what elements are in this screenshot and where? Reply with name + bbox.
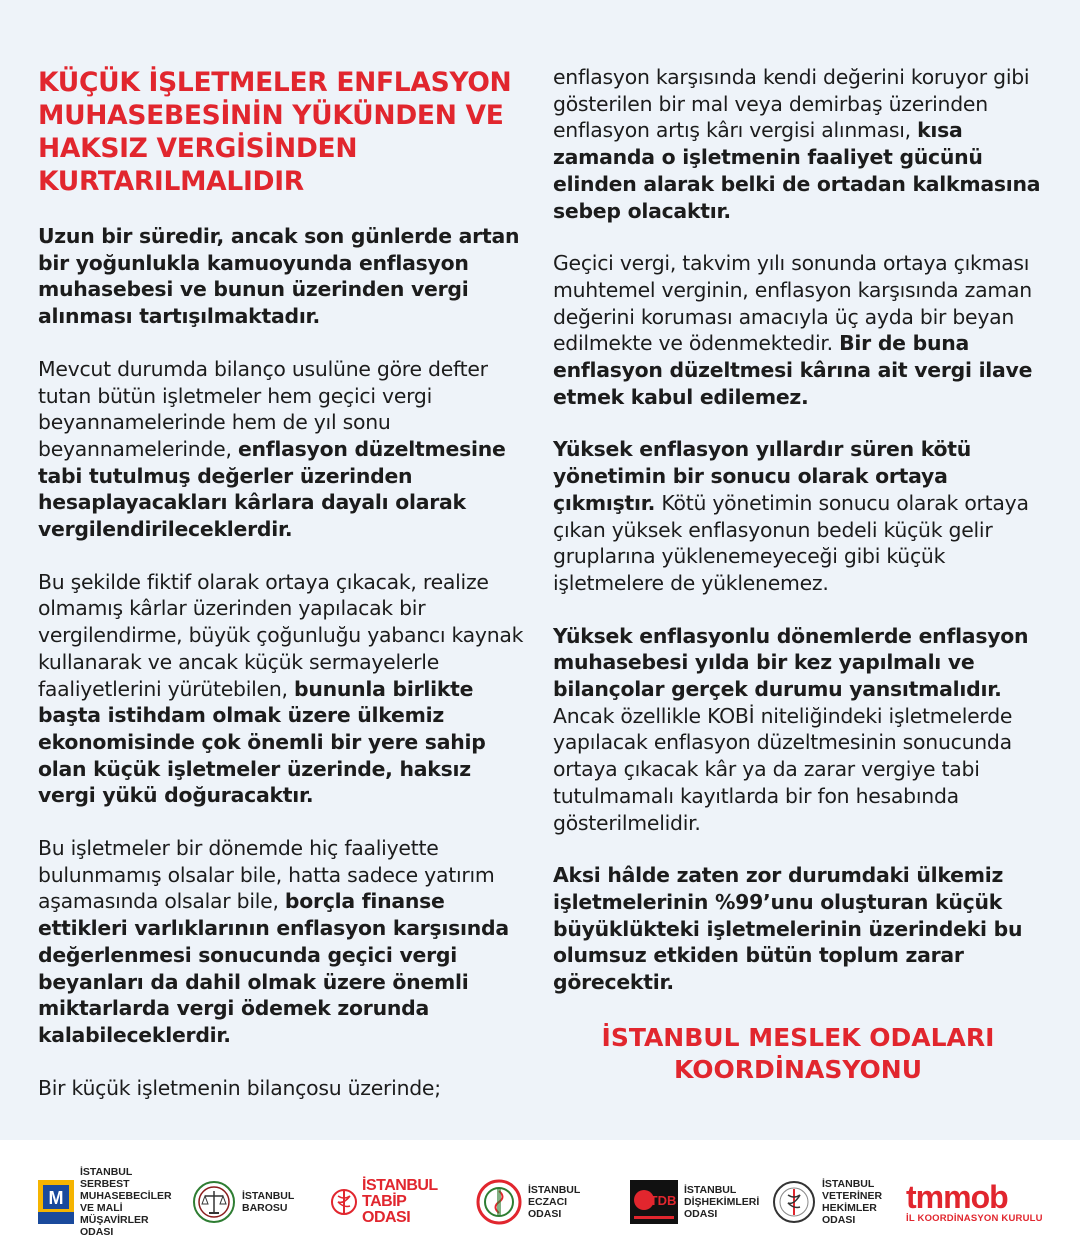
signature-line-2: KOORDİNASYONU <box>673 1054 923 1084</box>
logo-tmmob[interactable] <box>906 1176 1043 1228</box>
paragraph-5: Bir küçük işletmenin bilançosu üzerinde; <box>38 1075 441 1100</box>
tdb-mark-icon <box>630 1180 678 1224</box>
pharmacy-emblem-icon <box>476 1179 522 1225</box>
paragraph-3-text: Bu şekilde fiktif olarak ortaya çıkacak, realize olmamış kârlar üzerinden yapılacak bir vergilendirme, büyük çoğunluğu yabancı kaynak kullanarak ve ancak küçük sermayelerle faaliyetlerini yürütebilen, <box>38 569 524 701</box>
paragraph-8 <box>553 436 1053 596</box>
svg-text:M: M <box>48 1188 64 1208</box>
paragraph-4-emphasis: borçla finanse ettikleri varlıklarının enflasyon karşısında değerlenmesi sonucunda geçici vergi beyanları da dahil olmak üzere önemli miktarlarda vergi ödemek zorunda kalabileceklerdir. <box>38 889 509 1047</box>
logo-baro-text: İSTANBUL BAROSU <box>242 1190 295 1214</box>
paragraph-3-emphasis: bununla birlikte başta istihdam olmak üzere ülkemiz ekonomisinde çok önemli bir yere sahip olan küçük işletmeler üzerinde, haksız vergi yükü doğuracaktır. <box>38 676 486 808</box>
veterinary-emblem-icon <box>772 1179 816 1225</box>
logo-istanbul-barosu[interactable] <box>192 1176 302 1228</box>
right-column <box>553 64 1053 1086</box>
caduceus-icon <box>330 1184 358 1220</box>
paragraph-4 <box>38 835 528 1049</box>
tdb-mark-text: TDB <box>649 1193 677 1208</box>
paragraph-6-text: enflasyon karşısında kendi değerini koruyor gibi gösterilen bir mal veya demirbaş üzerinden enflasyon artış kârı vergisi alınması, <box>553 65 1030 143</box>
paragraph-7-emphasis: Bir de buna enflasyon düzeltmesi kârına ait vergi ilave etmek kabul edilemez. <box>553 331 1033 409</box>
logo-istanbul-dishekimleri-odasi[interactable] <box>630 1176 760 1228</box>
paragraph-7-text: Geçici vergi, takvim yılı sonunda ortaya çıkması muhtemel verginin, enflasyon karşısında zaman değerini koruması amacıyla üç ayda bir beyan edilmekte ve ödenmektedir. <box>553 251 1032 356</box>
paragraph-9 <box>553 623 1053 837</box>
article-title: KÜÇÜK İŞLETMELER ENFLASYON MUHASEBESİNİN YÜKÜNDEN VE HAKSIZ VERGİSİNDEN KURTARILMALIDIR <box>38 67 512 197</box>
logo-veteriner-text: İSTANBUL VETERİNER HEKİMLER ODASI <box>822 1178 883 1226</box>
left-column <box>38 58 528 1127</box>
paragraph-2-text: Mevcut durumda bilanço usulüne göre defter tutan bütün işletmeler hem geçici vergi beyannamelerinde hem de yıl sonu beyannamelerinde, <box>38 356 488 461</box>
logo-tabip-text: İSTANBUL TABİP ODASI <box>362 1177 438 1226</box>
paragraph-6-emphasis: kısa zamanda o işletmenin faaliyet gücünü elinden alarak belki de ortadan kalkmasına sebep olacaktır. <box>553 118 1041 223</box>
paragraph-9-emphasis: Yüksek enflasyonlu dönemlerde enflasyon muhasebesi yılda bir kez yapılmalı ve bilançolar gerçek durumu yansıtmalıdır. <box>553 623 1029 702</box>
logo-ismmmo-text: İSTANBUL SERBEST MUHASEBECİLER VE MALİ MÜŞAVİRLER ODASI <box>80 1166 172 1238</box>
logo-istanbul-eczaci-odasi[interactable] <box>476 1176 592 1228</box>
signature <box>553 1022 1043 1086</box>
paragraph-2-emphasis: enflasyon düzeltmesine tabi tutulmuş değerler üzerinden hesaplayacakları kârlara dayalı olarak vergilendirileceklerdir. <box>38 436 506 542</box>
paragraph-8-text: Kötü yönetimin sonucu olarak ortaya çıkan yüksek enflasyonun bedeli küçük gelir gruplarına yüklenemeyeceği gibi küçük işletmelere de yüklenemez. <box>553 490 1029 595</box>
logo-eczaci-text: İSTANBUL ECZACI ODASI <box>528 1184 581 1220</box>
scales-of-justice-icon <box>192 1180 236 1224</box>
paragraph-4-text: Bu işletmeler bir dönemde hiç faaliyette bulunmamış olsalar bile, hatta sadece yatırım aşamasında olsalar bile, <box>38 836 495 914</box>
paragraph-7 <box>553 250 1053 410</box>
paragraph-3 <box>38 569 528 809</box>
paragraph-9-text: Ancak özellikle KOBİ niteliğindeki işletmelerde yapılacak enflasyon düzeltmesinin sonucunda ortaya çıkacak kâr ya da zarar vergiye tabi tutulmamalı kayıtlarda bir fon hesabında gösterilmelidir. <box>553 703 1013 835</box>
ismmmo-mark-icon <box>38 1180 74 1224</box>
paragraph-10: Aksi hâlde zaten zor durumdaki ülkemiz işletmelerinin %99’unu oluşturan küçük büyüklükteki işletmelerinin üzerindeki bu olumsuz etkiden bütün toplum zarar görecektir. <box>553 863 1023 995</box>
paragraph-6 <box>553 64 1053 224</box>
paragraph-8-emphasis: Yüksek enflasyon yıllardır süren kötü yönetimin bir sonucu olarak ortaya çıkmıştır. <box>553 437 972 515</box>
logo-dishekimleri-text: İSTANBUL DİŞHEKİMLERİ ODASI <box>684 1184 760 1220</box>
paragraph-intro: Uzun bir süredir, ancak son günlerde artan bir yoğunlukla kamuoyunda enflasyon muhasebesi ve bunun üzerinden vergi alınması tartışılmaktadır. <box>38 224 520 329</box>
signature-line-1: İSTANBUL MESLEK ODALARI <box>601 1022 995 1052</box>
footer-logo-bar <box>0 1140 1080 1260</box>
logo-istanbul-veteriner-hekimler-odasi[interactable] <box>772 1176 886 1228</box>
tmmob-wordmark: tmmob <box>906 1178 1008 1215</box>
paragraph-2 <box>38 356 528 543</box>
logo-ismmmo[interactable] <box>38 1166 176 1238</box>
tmmob-subtitle: İL KOORDİNASYON KURULU <box>906 1212 1043 1224</box>
logo-istanbul-tabip-odasi[interactable] <box>330 1176 458 1228</box>
